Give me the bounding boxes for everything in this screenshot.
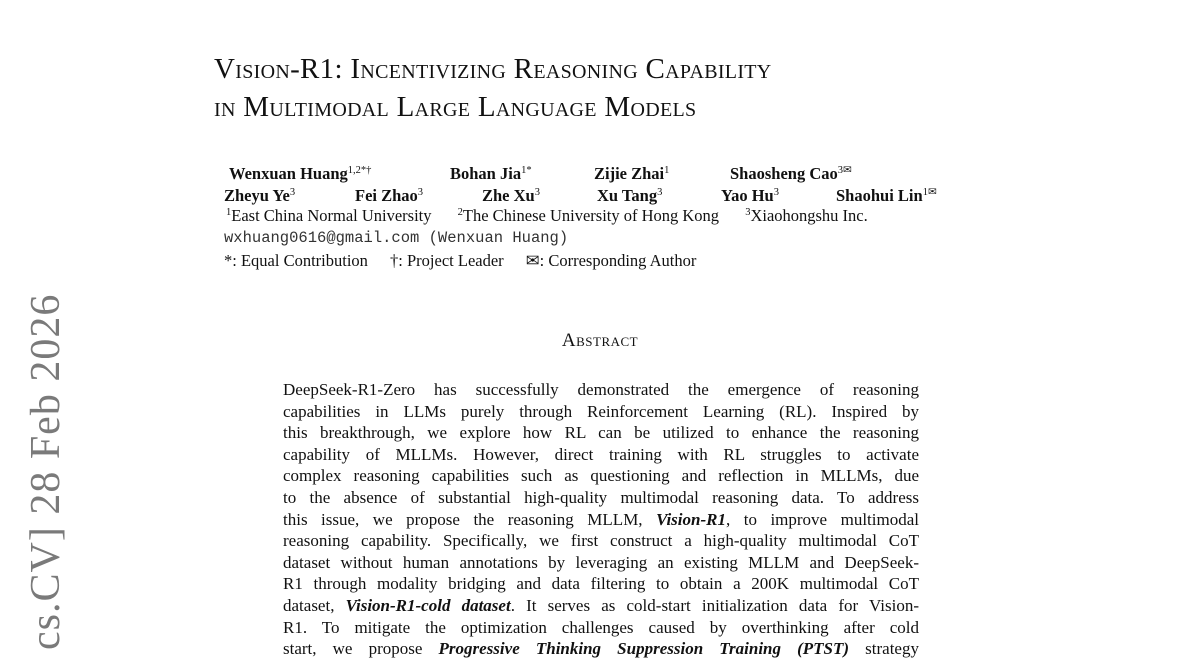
author: Zijie Zhai$^1$	[594, 164, 670, 183]
author: Xu Tang$^3$	[597, 186, 663, 205]
note-project-leader: †: Project Leader	[390, 251, 504, 270]
title-line-2: in Multimodal Large Language Models	[214, 91, 697, 123]
title-line-1: Vision-R1: Incentivizing Reasoning Capability	[214, 53, 772, 85]
author: Zheyu Ye$^3$	[224, 186, 296, 205]
abstract-line: R1 through modality bridging and data filtering to obtain a 200K multimodal CoT	[283, 574, 919, 594]
note-corresponding-author: ✉: Corresponding Author	[525, 251, 697, 270]
author-row-1	[222, 160, 1042, 182]
abstract-line: capabilities in LLMs purely through Reinforcement Learning (RL). Inspired by	[283, 401, 919, 421]
author: Zhe Xu$^3$	[482, 186, 540, 205]
author: Bohan Jia$^{1*}$	[450, 164, 532, 183]
paper-title	[214, 50, 1034, 126]
emph-ptst: Progressive Thinking Suppression Training (PTST)	[438, 639, 850, 659]
affiliations	[226, 206, 890, 226]
abstract-line: dataset without human annotations by leveraging an existing MLLM and DeepSeek-	[283, 552, 919, 572]
emph-model-name: Vision-R1	[656, 509, 726, 529]
abstract-body	[283, 379, 919, 660]
abstract-line: this breakthrough, we explore how RL can be utilized to enhance the reasoning	[283, 423, 919, 443]
abstract-line: reasoning capability. Specifically, we first construct a high-quality multimodal CoT	[283, 531, 919, 551]
abstract-line: start, we propose Progressive Thinking Suppression Training (PTST) strategy	[283, 639, 919, 659]
abstract-line: dataset, Vision-R1-cold dataset. It serves as cold-start initialization data for Vision-	[283, 595, 919, 615]
abstract-line: this issue, we propose the reasoning MLLM, Vision-R1, to improve multimodal	[283, 509, 919, 529]
abstract-line: R1. To mitigate the optimization challenges caused by overthinking after cold	[283, 617, 919, 637]
author: Shaosheng Cao$^{3✉}$	[730, 164, 852, 183]
abstract-line: capability of MLLMs. However, direct training with RL struggles to activate	[283, 444, 919, 464]
author-notes	[224, 251, 714, 271]
contact-email[interactable]: wxhuang0616@gmail.com (Wenxuan Huang)	[224, 229, 569, 247]
author: Shaohui Lin$^{1✉}$	[836, 186, 937, 205]
author: Wenxuan Huang$^{1,2*\dagger}$	[229, 164, 372, 183]
author: Fei Zhao$^3$	[355, 186, 424, 205]
affiliation: $^1$East China Normal University	[226, 206, 432, 225]
abstract-line: DeepSeek-R1-Zero has successfully demonstrated the emergence of reasoning	[283, 380, 919, 399]
author: Yao Hu$^3$	[721, 186, 779, 205]
abstract-heading: Abstract	[561, 330, 639, 351]
abstract-line: to the absence of substantial high-quality multimodal reasoning data. To address	[283, 487, 919, 507]
arxiv-stamp[interactable]: cs.CV] 28 Feb 2026	[23, 293, 69, 650]
affiliation: $^2$The Chinese University of Hong Kong	[457, 206, 720, 225]
abstract-line: complex reasoning capabilities such as questioning and reflection in MLLMs, due	[283, 466, 919, 486]
author-block	[222, 160, 1042, 204]
note-equal-contribution: *: Equal Contribution	[224, 251, 368, 270]
emph-dataset-name: Vision-R1-cold dataset	[345, 595, 511, 615]
author-row-2	[222, 182, 1042, 204]
affiliation: $^3$Xiaohongshu Inc.	[745, 206, 868, 225]
